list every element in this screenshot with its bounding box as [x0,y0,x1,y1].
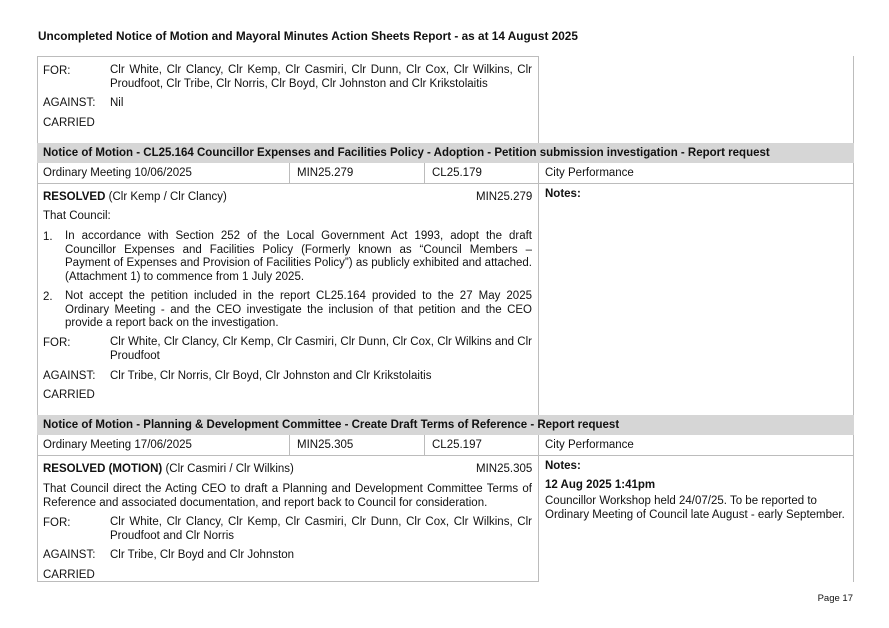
notes-label: Notes: [545,460,581,472]
resolved-label: RESOLVED [43,191,106,203]
carried-label: CARRIED [43,569,95,581]
table-right-border [853,163,854,415]
column-divider [538,56,539,143]
that-council: That Council: [43,210,111,222]
against-voters: Clr Tribe, Clr Boyd and Clr Johnston [110,549,295,561]
action-sheet-table [37,56,854,582]
resolved-minute: MIN25.305 [476,463,533,475]
row-divider [37,581,539,582]
column-divider [424,163,425,183]
column-divider [289,435,290,455]
report-number: CL25.179 [432,167,482,179]
row-divider [37,183,854,184]
meeting-date: Ordinary Meeting 10/06/2025 [43,167,192,179]
for-voters: Clr White, Clr Clancy, Clr Kemp, Clr Casmiri, Clr Dunn, Clr Cox, Clr Wilkins, Clr Proudfoot and Clr Norris [110,516,532,542]
point-number: 1. [43,231,53,243]
row-divider [37,56,539,57]
row-divider [37,455,854,456]
point-text: In accordance with Section 252 of the Local Government Act 1993, adopt the draft Councillor Expenses and Facilities Policy (Formerly known as “Council Members – Payment of Expenses and Provision of Facilities Policy”) as publicly exhibited and attached. (Attachment 1) to commence from 1 July 2025. [65,230,532,283]
resolution-line [43,462,294,476]
department: City Performance [545,167,634,179]
minute-number: MIN25.305 [297,439,354,451]
for-label: FOR: [43,517,71,529]
page-title: Uncompleted Notice of Motion and Mayoral Minutes Action Sheets Report - as at 14 August 2025 [38,29,578,43]
column-divider [424,435,425,455]
against-label: AGAINST: [43,370,96,382]
resolution-line [43,190,227,204]
item-heading: Notice of Motion - CL25.164 Councillor Expenses and Facilities Policy - Adoption - Petition submission investigation - Report request [37,143,854,163]
against-voters: Nil [110,97,124,109]
for-voters: Clr White, Clr Clancy, Clr Kemp, Clr Casmiri, Clr Dunn, Clr Cox, Clr Wilkins, Clr Proudfoot, Clr Tribe, Clr Norris, Clr Boyd, Clr Johnston and Clr Krikstolaitis [110,64,532,90]
resolved-movers: (Clr Casmiri / Clr Wilkins) [165,463,294,475]
for-label: FOR: [43,337,71,349]
resolved-label: RESOLVED (MOTION) [43,463,163,475]
against-voters: Clr Tribe, Clr Norris, Clr Boyd, Clr Johnston and Clr Krikstolaitis [110,370,432,382]
item-heading: Notice of Motion - Planning & Development Committee - Create Draft Terms of Reference - Report request [37,415,854,435]
resolved-minute: MIN25.279 [476,191,533,203]
point-number: 2. [43,291,53,303]
table-left-border [37,56,38,582]
for-voters: Clr White, Clr Clancy, Clr Kemp, Clr Casmiri, Clr Dunn, Clr Cox, Clr Wilkins and Clr Proudfoot [110,336,532,362]
for-label: FOR: [43,65,71,77]
note-timestamp: 12 Aug 2025 1:41pm [545,479,656,491]
resolution-body: That Council direct the Acting CEO to draft a Planning and Development Committee Terms of Reference and associated documentation, and report back to Council for consideration. [43,483,532,509]
table-right-border [853,56,854,143]
notes-label: Notes: [545,188,581,200]
against-label: AGAINST: [43,549,96,561]
column-divider [538,435,539,582]
column-divider [538,163,539,415]
point-text: Not accept the petition included in the report CL25.164 provided to the 27 May 2025 Ordinary Meeting - and the CEO investigate the inclusion of that petition and the CEO provide a report back on the investigation. [65,290,532,329]
table-right-border [853,435,854,582]
note-text: Councillor Workshop held 24/07/25. To be reported to Ordinary Meeting of Council late August - early September. [545,495,845,521]
against-label: AGAINST: [43,97,96,109]
page-number: Page 17 [817,593,853,604]
carried-label: CARRIED [43,117,95,129]
report-number: CL25.197 [432,439,482,451]
meeting-date: Ordinary Meeting 17/06/2025 [43,439,192,451]
resolved-movers: (Clr Kemp / Clr Clancy) [108,191,227,203]
column-divider [289,163,290,183]
minute-number: MIN25.279 [297,167,354,179]
department: City Performance [545,439,634,451]
carried-label: CARRIED [43,389,95,401]
